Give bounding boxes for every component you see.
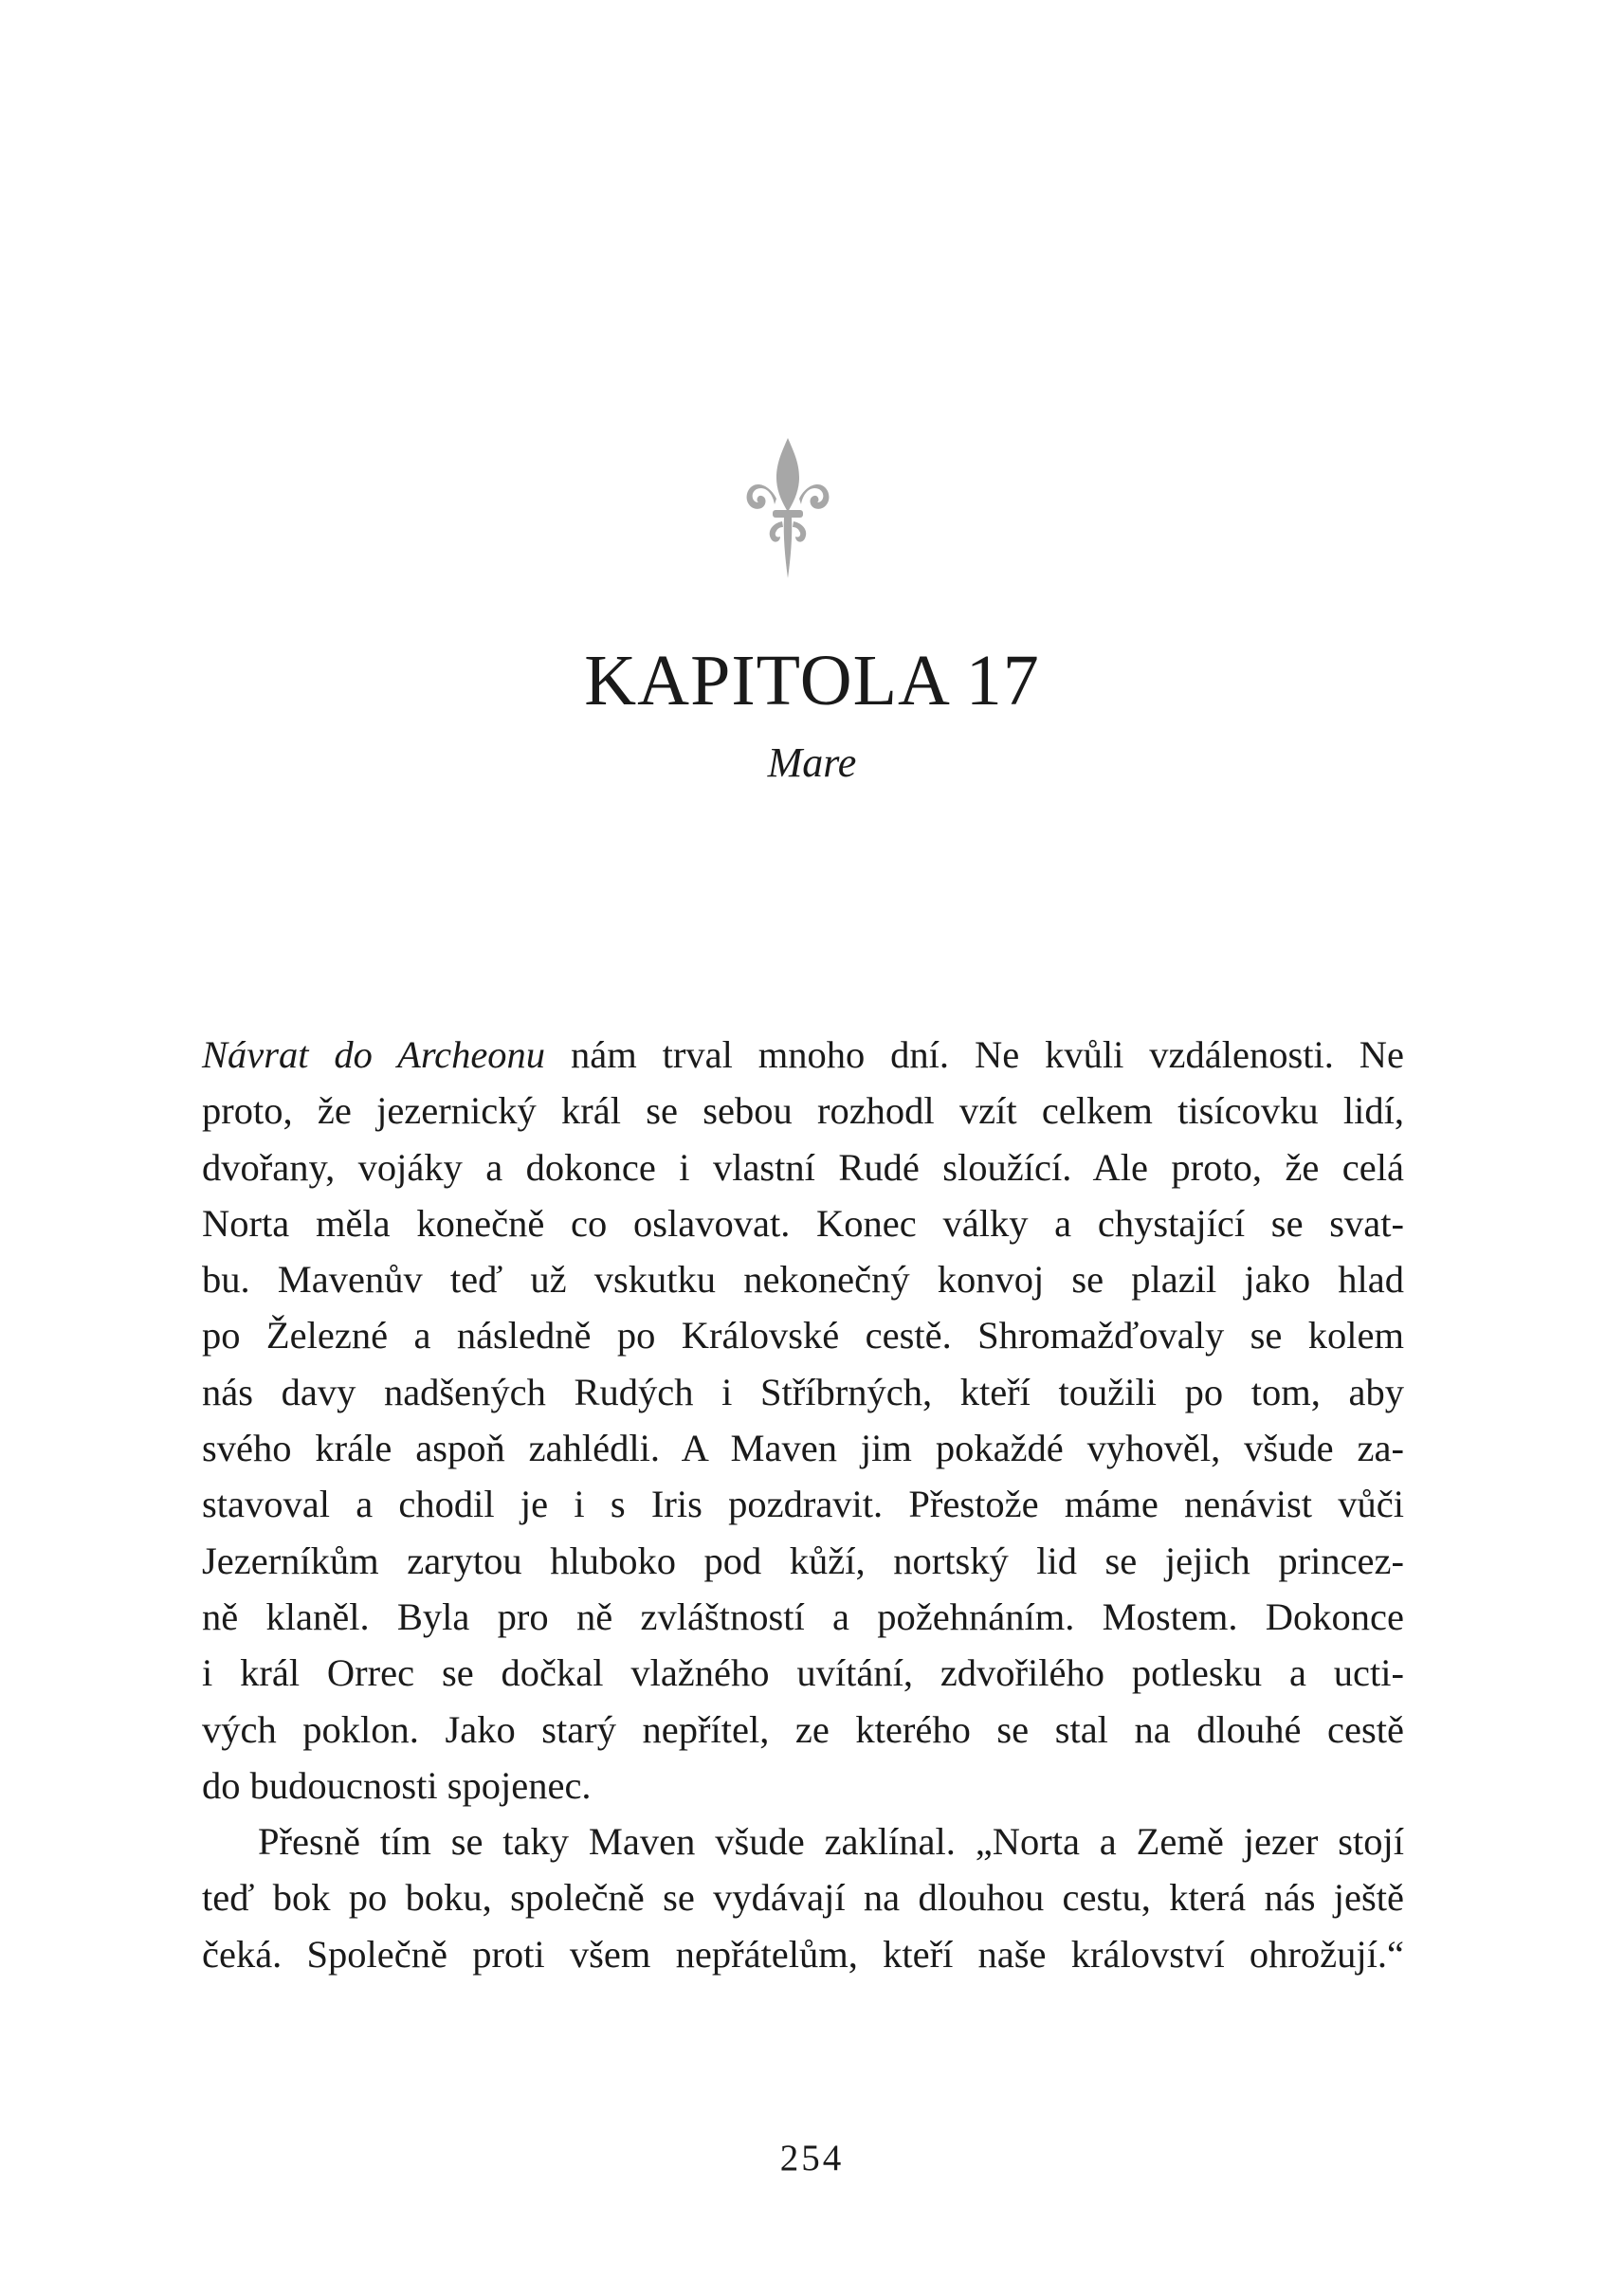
text-line: bu. Mavenův teď už vskutku nekonečný konvoj se plazil jako hlad [202,1258,1404,1302]
text-line: stavoval a chodil je i s Iris pozdravit. Přestože máme nenávist vůči [202,1483,1404,1526]
text-line: ně klaněl. Byla pro ně zvláštností a požehnáním. Mostem. Dokonce [202,1594,1404,1638]
text-line: proto, že jezernický král se sebou rozhodl vzít celkem tisícovku lidí, [202,1089,1404,1133]
text-line: nás davy nadšených Rudých i Stříbrných, kteří toužili po tom, aby [202,1370,1404,1413]
text-line: Jezerníkům zarytou hluboko pod kůží, nortský lid se jejich princez- [202,1539,1404,1582]
text-line: svého krále aspoň zahlédli. A Maven jim pokaždé vyhověl, všude za- [202,1427,1404,1470]
page-number: 254 [779,2138,845,2178]
italic-book-title: Návrat do Archeonu [202,1033,546,1076]
body-text [202,1027,1404,1982]
text-line: Norta měla konečně co oslavovat. Konec války a chystající se svat- [202,1201,1404,1245]
chapter-title: KAPITOLA 17 [584,641,1040,720]
text-line: i král Orrec se dočkal vlažného uvítání, zdvořilého potlesku a ucti- [202,1651,1404,1695]
fleur-de-lis-icon [744,436,831,580]
text-line: po Železné a následně po Královské cestě. Shromažďovaly se kolem [202,1314,1404,1358]
text-line: teď bok po boku, společně se vydávají na dlouhou cestu, která nás ještě [202,1876,1404,1920]
text-line: čeká. Společně proti všem nepřátelům, kteří naše království ohrožují.“ [202,1932,1404,1976]
text-line: Návrat do Archeonu nám trval mnoho dní. Ne kvůli vzdálenosti. Ne [202,1033,1404,1076]
text-line: vých poklon. Jako starý nepřítel, ze kterého se stal na dlouhé cestě [202,1707,1404,1751]
chapter-subtitle: Mare [767,739,857,786]
text-line: Přesně tím se taky Maven všude zaklínal. „Norta a Země jezer stojí [258,1820,1404,1864]
text-line: dvořany, vojáky a dokonce i vlastní Rudé sloužící. Ale proto, že celá [202,1145,1404,1189]
text-line: do budoucnosti spojenec. [202,1763,592,1807]
